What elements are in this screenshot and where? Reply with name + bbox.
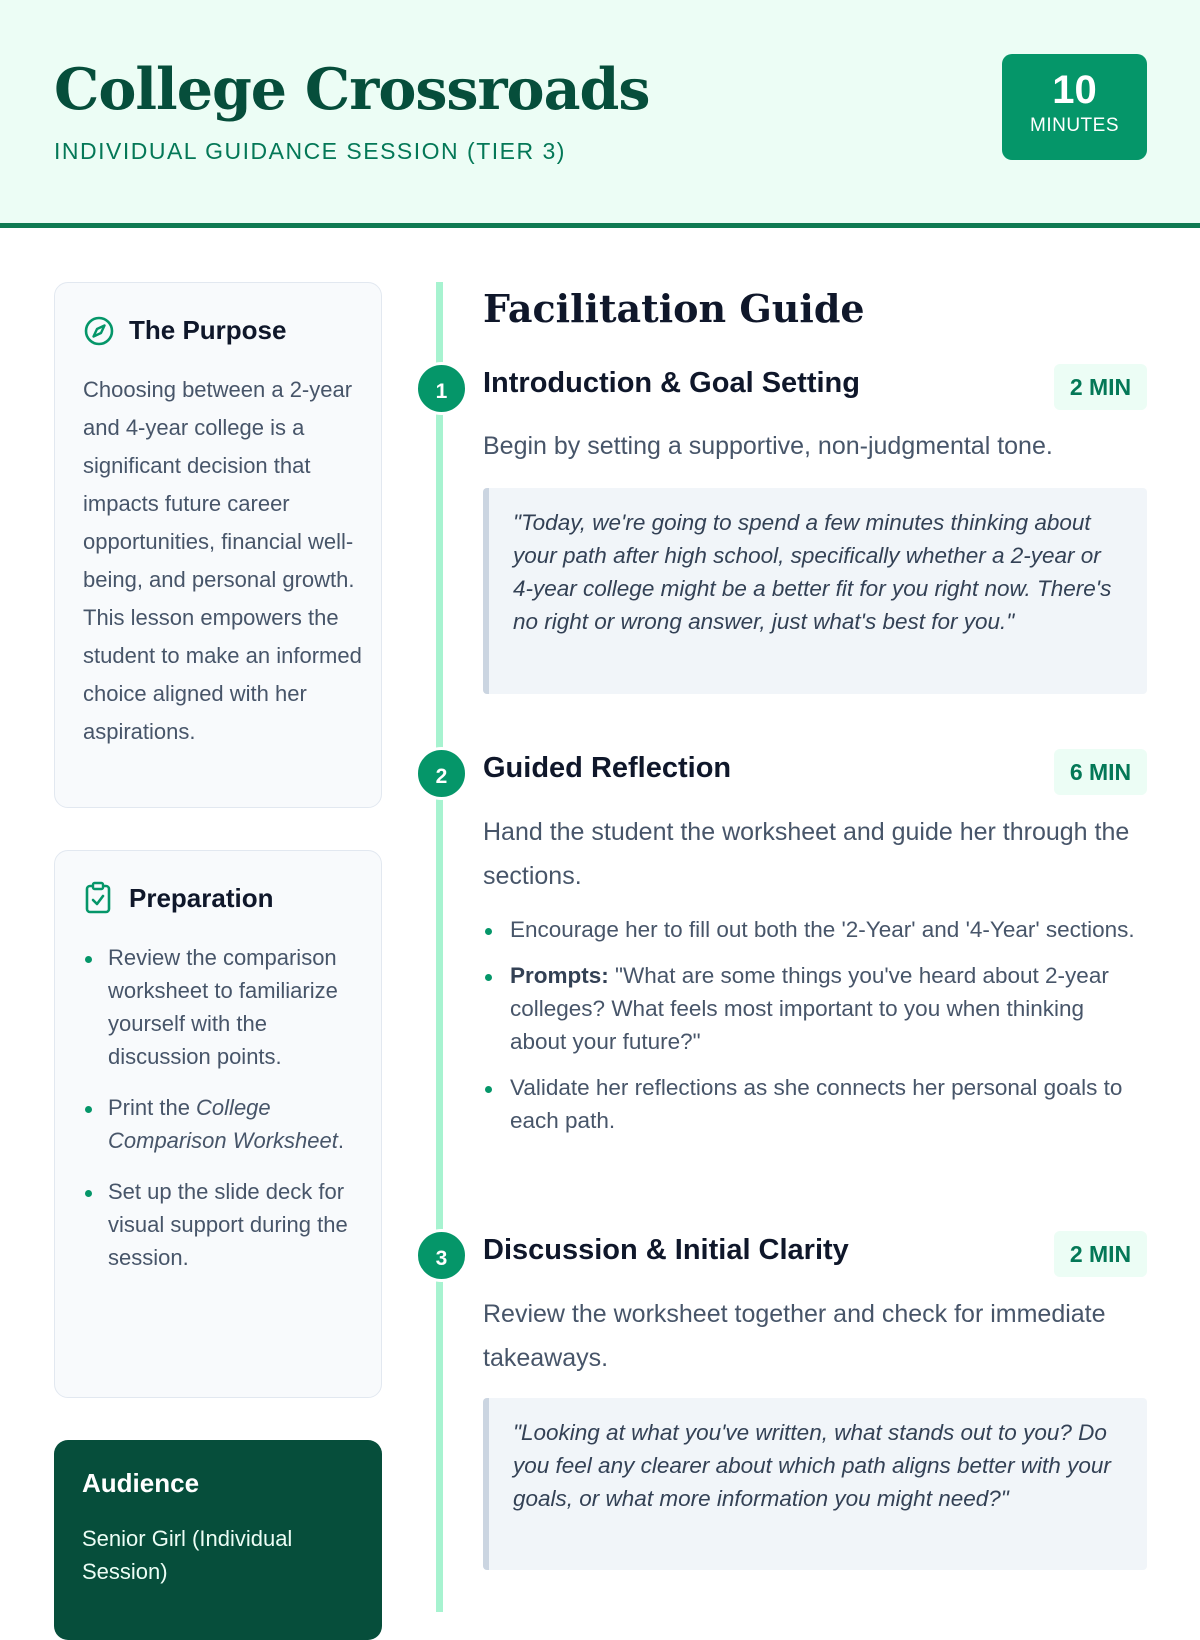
- audience-value: Senior Girl (Individual Session): [82, 1526, 293, 1584]
- step-description-1: Begin by setting a supportive, non-judgmental tone.: [483, 432, 1053, 460]
- step-number-1: 1: [415, 362, 468, 415]
- list-item: [83, 1091, 363, 1157]
- list-item: Review the comparison worksheet to familiarize yourself with the discussion points.: [83, 941, 363, 1073]
- purpose-title: The Purpose: [129, 315, 287, 345]
- step-time-badge-1: 2 MIN: [1054, 364, 1147, 410]
- audience-title: Audience: [82, 1468, 200, 1498]
- clipboard-check-icon: [83, 881, 113, 919]
- page-title: College Crossroads: [54, 56, 650, 123]
- step-title-3: Discussion & Initial Clarity: [483, 1234, 849, 1266]
- step-time-badge-3: 2 MIN: [1054, 1231, 1147, 1277]
- step-time-badge-2: 6 MIN: [1054, 749, 1147, 795]
- step-title-2: Guided Reflection: [483, 752, 732, 784]
- step-description-3: Review the worksheet together and check for immediate takeaways.: [483, 1300, 1106, 1372]
- audience-card: [54, 1440, 382, 1640]
- step-quote-3: "Looking at what you've written, what stands out to you? Do you feel any clearer about which path aligns better with your goals, or what more information you might need?": [483, 1398, 1147, 1570]
- step-bullets-2: [483, 913, 1143, 1150]
- preparation-list: [83, 941, 363, 1292]
- preparation-card: [54, 850, 382, 1398]
- list-item: Encourage her to fill out both the '2-Year' and '4-Year' sections.: [483, 913, 1143, 946]
- list-item: Set up the slide deck for visual support during the session.: [83, 1175, 363, 1274]
- preparation-title: Preparation: [129, 883, 274, 913]
- step-number-2: 2: [415, 747, 468, 800]
- page-header: [0, 0, 1200, 228]
- step-title-1: Introduction & Goal Setting: [483, 367, 860, 399]
- list-item: [483, 959, 1143, 1058]
- duration-badge: [1002, 54, 1147, 160]
- prompts-text: "What are some things you've heard about 2-year colleges? What feels most important to you when thinking about your future?": [510, 963, 1109, 1054]
- step-description-2: Hand the student the worksheet and guide her through the sections.: [483, 818, 1130, 890]
- timeline-line: [436, 282, 443, 1612]
- list-item-text: Print the: [108, 1095, 197, 1120]
- prompts-label: Prompts:: [510, 963, 609, 988]
- purpose-card: [54, 282, 382, 808]
- duration-unit: MINUTES: [1030, 115, 1119, 136]
- list-item-punct: .: [337, 1128, 344, 1153]
- step-quote-1: "Today, we're going to spend a few minutes thinking about your path after high school, specifically whether a 2-year or 4-year college might be a better fit for you right now. There's no right or wrong answer, just what's best for you.": [483, 488, 1147, 694]
- list-item: Validate her reflections as she connects her personal goals to each path.: [483, 1071, 1143, 1137]
- purpose-text: Choosing between a 2-year and 4-year college is a significant decision that impacts future career opportunities, financial well-being, and personal growth. This lesson empowers the student to make an informed choice aligned with her aspirations.: [83, 377, 362, 744]
- compass-icon: [83, 315, 115, 351]
- worksheet-title: College Comparison Worksheet: [108, 1095, 338, 1153]
- guide-title: Facilitation Guide: [483, 286, 865, 331]
- page-subtitle: INDIVIDUAL GUIDANCE SESSION (TIER 3): [54, 138, 566, 164]
- duration-value: 10: [1052, 68, 1097, 112]
- step-number-3: 3: [415, 1229, 468, 1282]
